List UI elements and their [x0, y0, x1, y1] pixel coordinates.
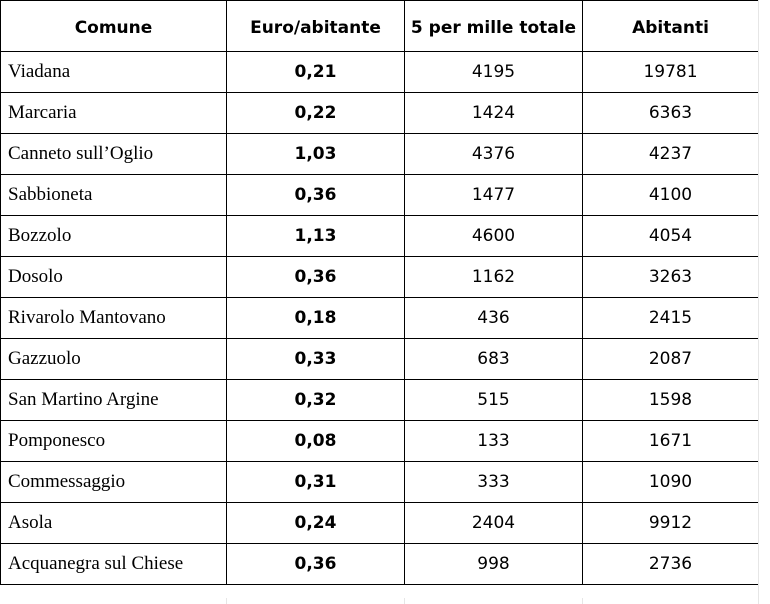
cell-euro-abitante[interactable]: 0,31 [227, 462, 405, 503]
cell-abitanti[interactable]: 3263 [583, 257, 759, 298]
cell-5-per-mille-totale[interactable]: 4600 [405, 216, 583, 257]
cell-abitanti[interactable]: 1671 [583, 421, 759, 462]
cell-5-per-mille-totale[interactable]: 515 [405, 380, 583, 421]
header-cell-euro-abitante[interactable]: Euro/abitante [227, 1, 405, 52]
table-row [1, 93, 759, 134]
cell-comune[interactable]: Acquanegra sul Chiese [1, 544, 227, 585]
column-divider [758, 0, 759, 604]
cell-comune[interactable]: Canneto sull’Oglio [1, 134, 227, 175]
table-row [1, 339, 759, 380]
cell-abitanti[interactable]: 4100 [583, 175, 759, 216]
table-row [1, 503, 759, 544]
cell-euro-abitante[interactable]: 0,21 [227, 52, 405, 93]
table-row [1, 216, 759, 257]
header-row [1, 1, 759, 52]
cell-abitanti[interactable]: 4237 [583, 134, 759, 175]
cell-5-per-mille-totale[interactable]: 1424 [405, 93, 583, 134]
table-row [1, 52, 759, 93]
cell-comune[interactable]: San Martino Argine [1, 380, 227, 421]
cell-5-per-mille-totale[interactable]: 4195 [405, 52, 583, 93]
header-cell-comune[interactable]: Comune [1, 1, 227, 52]
cell-euro-abitante[interactable]: 1,13 [227, 216, 405, 257]
cell-euro-abitante[interactable]: 0,18 [227, 298, 405, 339]
next-row-edge [0, 598, 770, 604]
cell-5-per-mille-totale[interactable]: 1477 [405, 175, 583, 216]
table-row [1, 134, 759, 175]
table-row [1, 380, 759, 421]
table-row [1, 257, 759, 298]
cell-5-per-mille-totale[interactable]: 333 [405, 462, 583, 503]
cell-abitanti[interactable]: 1598 [583, 380, 759, 421]
cell-euro-abitante[interactable]: 0,36 [227, 257, 405, 298]
header-cell-5-per-mille-totale[interactable]: 5 per mille totale [405, 1, 583, 52]
cell-5-per-mille-totale[interactable]: 2404 [405, 503, 583, 544]
cell-euro-abitante[interactable]: 1,03 [227, 134, 405, 175]
table-row [1, 421, 759, 462]
cell-abitanti[interactable]: 19781 [583, 52, 759, 93]
table-row [1, 462, 759, 503]
cell-comune[interactable]: Sabbioneta [1, 175, 227, 216]
table-row [1, 175, 759, 216]
cell-5-per-mille-totale[interactable]: 1162 [405, 257, 583, 298]
cell-comune[interactable]: Pomponesco [1, 421, 227, 462]
cell-euro-abitante[interactable]: 0,24 [227, 503, 405, 544]
cell-5-per-mille-totale[interactable]: 436 [405, 298, 583, 339]
cell-comune[interactable]: Asola [1, 503, 227, 544]
cell-comune[interactable]: Bozzolo [1, 216, 227, 257]
cell-abitanti[interactable]: 6363 [583, 93, 759, 134]
cell-comune[interactable]: Rivarolo Mantovano [1, 298, 227, 339]
table-row [1, 298, 759, 339]
cell-comune[interactable]: Viadana [1, 52, 227, 93]
cell-abitanti[interactable]: 2087 [583, 339, 759, 380]
cell-euro-abitante[interactable]: 0,36 [227, 175, 405, 216]
cell-comune[interactable]: Dosolo [1, 257, 227, 298]
cell-5-per-mille-totale[interactable]: 998 [405, 544, 583, 585]
cell-abitanti[interactable]: 9912 [583, 503, 759, 544]
cell-comune[interactable]: Marcaria [1, 93, 227, 134]
cell-5-per-mille-totale[interactable]: 683 [405, 339, 583, 380]
cell-abitanti[interactable]: 2415 [583, 298, 759, 339]
cell-5-per-mille-totale[interactable]: 4376 [405, 134, 583, 175]
cell-euro-abitante[interactable]: 0,22 [227, 93, 405, 134]
table-row [1, 544, 759, 585]
cell-abitanti[interactable]: 4054 [583, 216, 759, 257]
cell-euro-abitante[interactable]: 0,08 [227, 421, 405, 462]
table-body [1, 52, 759, 585]
cell-abitanti[interactable]: 1090 [583, 462, 759, 503]
cell-comune[interactable]: Gazzuolo [1, 339, 227, 380]
cell-euro-abitante[interactable]: 0,36 [227, 544, 405, 585]
header-cell-abitanti[interactable]: Abitanti [583, 1, 759, 52]
cell-5-per-mille-totale[interactable]: 133 [405, 421, 583, 462]
cell-euro-abitante[interactable]: 0,33 [227, 339, 405, 380]
cell-abitanti[interactable]: 2736 [583, 544, 759, 585]
cell-comune[interactable]: Commessaggio [1, 462, 227, 503]
cell-euro-abitante[interactable]: 0,32 [227, 380, 405, 421]
